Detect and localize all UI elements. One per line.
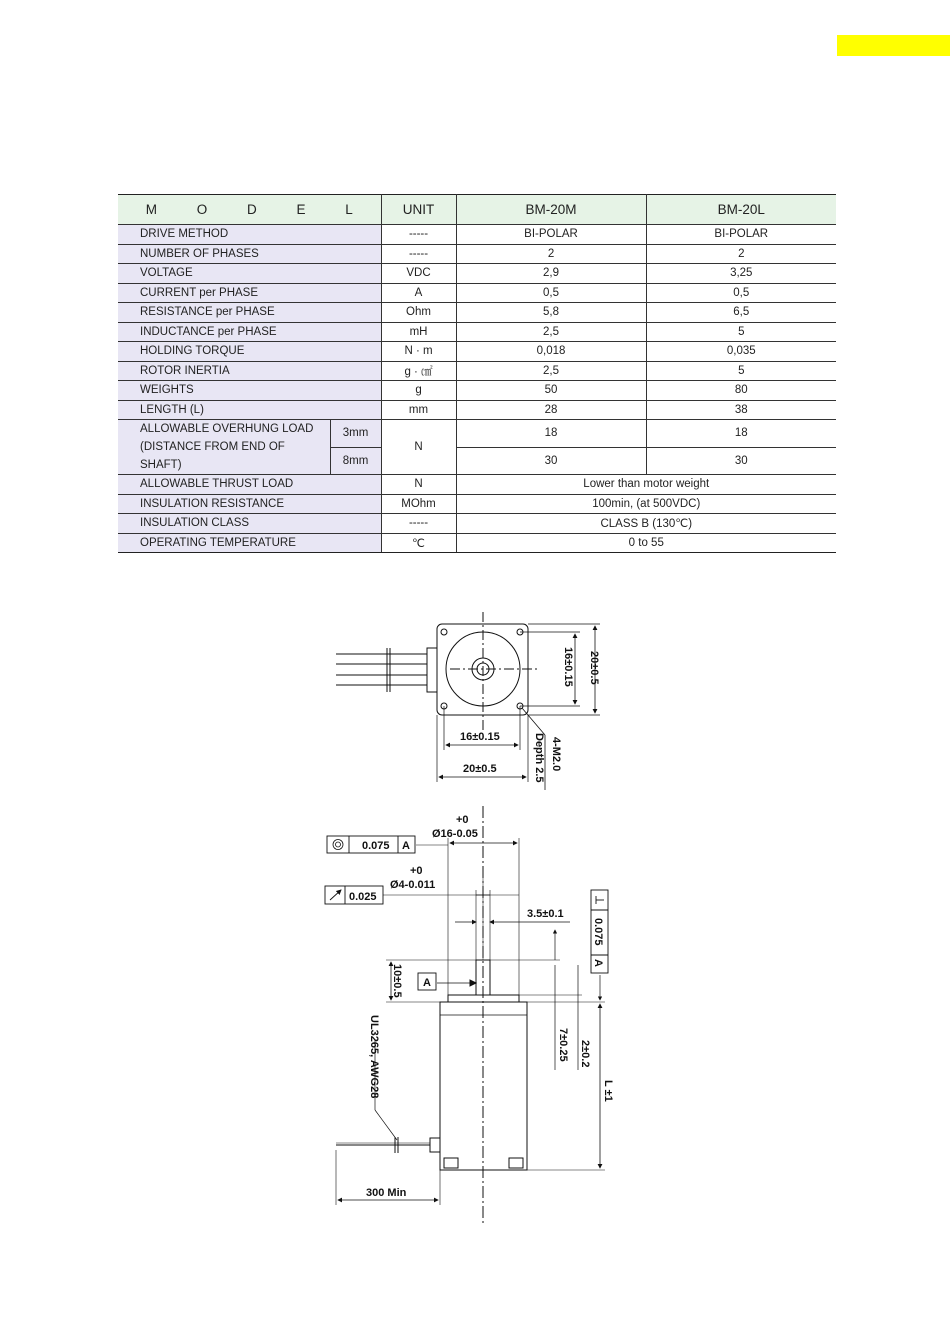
bm-20l-value: 6,5 xyxy=(646,303,836,323)
unit-cell: ----- xyxy=(381,514,456,534)
dim-7: 7±0.25 xyxy=(557,1028,569,1062)
bm-20l-value: BI-POLAR xyxy=(646,225,836,245)
bm-20m-value: 2,9 xyxy=(456,264,646,284)
lead-wires xyxy=(336,648,427,692)
dim-L: L ±1 xyxy=(602,1080,614,1102)
perpendicularity-tolerance: 0.075 xyxy=(592,918,604,946)
unit-cell: N xyxy=(381,475,456,495)
bm-20m-value: 2,5 xyxy=(456,322,646,342)
unit-cell: VDC xyxy=(381,264,456,284)
bm-20m-value: 0,018 xyxy=(456,342,646,362)
header-unit: UNIT xyxy=(381,195,456,225)
concentricity-datum: A xyxy=(402,840,410,852)
dia16-label: Ø16-0.05 xyxy=(432,828,478,840)
param-label: LENGTH (L) xyxy=(118,400,381,420)
bm-20m-value: 30 xyxy=(456,447,646,475)
param-label: CURRENT per PHASE xyxy=(118,283,381,303)
bm-20l-value: 0,035 xyxy=(646,342,836,362)
distance-8mm: 8mm xyxy=(330,447,381,475)
screw-depth: Depth 2.5 xyxy=(533,733,545,783)
bm-20l-value: 5 xyxy=(646,361,836,381)
merged-value: Lower than motor weight xyxy=(456,475,836,495)
bm-20m-value: BI-POLAR xyxy=(456,225,646,245)
param-label: ROTOR INERTIA xyxy=(118,361,381,381)
screw-spec: 4-M2.0 xyxy=(550,737,562,772)
header-bm-20m: BM-20M xyxy=(456,195,646,225)
param-label: DRIVE METHOD xyxy=(118,225,381,245)
dim-20-horizontal: 20±0.5 xyxy=(463,763,497,775)
merged-value: CLASS B (130℃) xyxy=(456,514,836,534)
unit-cell: g · ㎠ xyxy=(381,361,456,381)
param-label: INSULATION CLASS xyxy=(118,514,381,534)
param-label: WEIGHTS xyxy=(118,381,381,401)
dim-16-vertical: 16±0.15 xyxy=(562,647,574,687)
dim-16-horizontal: 16±0.15 xyxy=(460,731,500,743)
unit-cell: N · m xyxy=(381,342,456,362)
param-label: OPERATING TEMPERATURE xyxy=(118,533,381,553)
side-view xyxy=(325,806,608,1225)
dim-3-5: 3.5±0.1 xyxy=(527,908,564,920)
unit-cell: MOhm xyxy=(381,494,456,514)
cable-spec: UL3265, AWG28 xyxy=(368,1015,380,1099)
dim-10: 10±0.5 xyxy=(391,964,403,998)
unit-cell: ----- xyxy=(381,244,456,264)
bm-20m-value: 2 xyxy=(456,244,646,264)
param-label: INDUCTANCE per PHASE xyxy=(118,322,381,342)
bm-20l-value: 0,5 xyxy=(646,283,836,303)
unit-cell: ℃ xyxy=(381,533,456,553)
param-label: HOLDING TORQUE xyxy=(118,342,381,362)
bm-20l-value: 18 xyxy=(646,420,836,448)
overhung-line2: (DISTANCE FROM END OF SHAFT) xyxy=(140,441,285,471)
merged-value: 100min, (at 500VDC) xyxy=(456,494,836,514)
header-bm-20l: BM-20L xyxy=(646,195,836,225)
unit-cell: g xyxy=(381,381,456,401)
runout-tolerance: 0.025 xyxy=(349,891,377,903)
bm-20l-value: 5 xyxy=(646,322,836,342)
bm-20m-value: 50 xyxy=(456,381,646,401)
bm-20l-value: 2 xyxy=(646,244,836,264)
concentricity-tolerance: 0.075 xyxy=(362,840,390,852)
unit-cell: N xyxy=(381,420,456,475)
param-label: NUMBER OF PHASES xyxy=(118,244,381,264)
unit-cell: Ohm xyxy=(381,303,456,323)
bm-20m-value: 18 xyxy=(456,420,646,448)
dim-20-vertical: 20±0.5 xyxy=(588,651,600,685)
bm-20m-value: 28 xyxy=(456,400,646,420)
datum-a-label: A xyxy=(423,977,431,989)
param-label: RESISTANCE per PHASE xyxy=(118,303,381,323)
param-label: INSULATION RESISTANCE xyxy=(118,494,381,514)
overhung-line1: ALLOWABLE OVERHUNG LOAD xyxy=(140,423,314,435)
param-label: VOLTAGE xyxy=(118,264,381,284)
bm-20l-value: 80 xyxy=(646,381,836,401)
param-label: ALLOWABLE THRUST LOAD xyxy=(118,475,381,495)
merged-value: 0 to 55 xyxy=(456,533,836,553)
bm-20m-value: 0,5 xyxy=(456,283,646,303)
header-model: M O D E L xyxy=(118,195,381,225)
dim-2: 2±0.2 xyxy=(579,1040,591,1068)
unit-cell: mm xyxy=(381,400,456,420)
bm-20l-value: 3,25 xyxy=(646,264,836,284)
bm-20l-value: 30 xyxy=(646,447,836,475)
unit-cell: mH xyxy=(381,322,456,342)
perpendicularity-datum: A xyxy=(592,959,604,967)
distance-3mm: 3mm xyxy=(330,420,381,448)
bm-20m-value: 2,5 xyxy=(456,361,646,381)
bm-20m-value: 5,8 xyxy=(456,303,646,323)
dia16-plus0: +0 xyxy=(456,814,469,826)
dia4-label: Ø4-0.011 xyxy=(390,879,436,891)
dia4-plus0: +0 xyxy=(410,865,423,877)
unit-cell: ----- xyxy=(381,225,456,245)
dim-300: 300 Min xyxy=(366,1187,407,1199)
unit-cell: A xyxy=(381,283,456,303)
bm-20l-value: 38 xyxy=(646,400,836,420)
